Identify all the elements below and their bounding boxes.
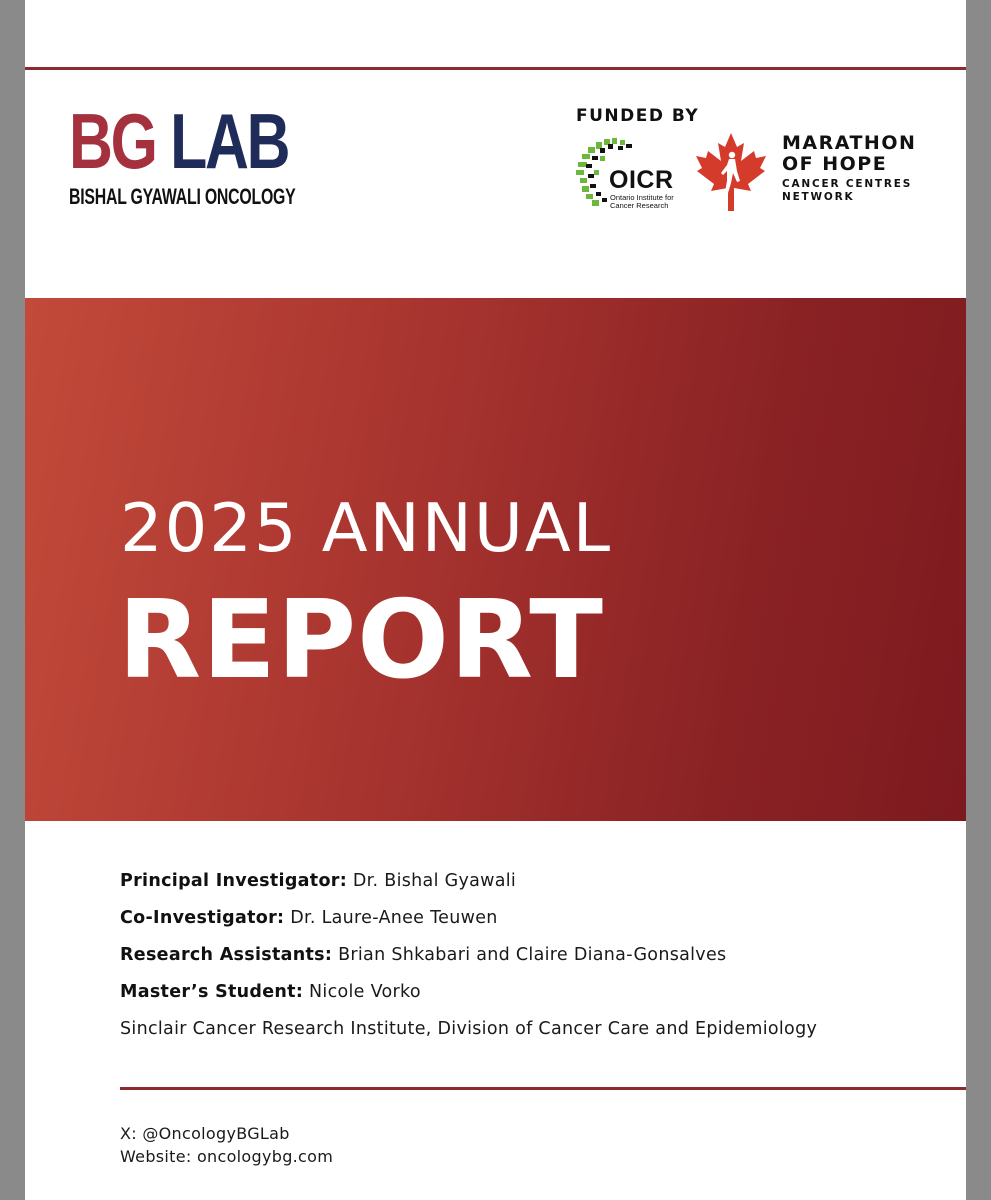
website-text: Website: oncologybg.com [120,1147,334,1166]
credit-label: Master’s Student: [120,982,304,1002]
credit-value: Nicole Vorko [309,982,421,1002]
credit-row-co-investigator [120,905,817,942]
x-handle: X: @OncologyBGLab [120,1124,290,1143]
bottom-divider [120,1087,966,1090]
credit-value: Brian Shkabari and Claire Diana-Gonsalves [338,945,727,965]
credit-label: Research Assistants: [120,945,333,965]
moh-subtitle-line2: NETWORK [782,191,855,203]
credit-value: Dr. Bishal Gyawali [352,871,517,891]
funded-by-label: FUNDED BY [576,106,700,126]
report-title: REPORT [118,578,604,703]
oicr-subtitle: Ontario Institute for Cancer Research [610,193,674,210]
credit-label: Co-Investigator: [120,908,285,928]
bg-lab-logo [69,97,384,210]
report-year-title: 2025 ANNUAL [120,489,613,567]
logo-subtitle: BISHAL GYAWALI ONCOLOGY [69,184,296,209]
moh-subtitle [782,178,912,204]
credit-row-institute [120,1016,817,1053]
credits-list [120,868,817,1053]
title-banner [25,298,966,821]
moh-title-line2: OF HOPE [782,153,888,175]
maple-leaf-runner-icon [694,131,768,213]
moh-title-line1: MARATHON [782,132,917,154]
credit-row-pi [120,868,817,905]
contact-info [120,1122,333,1168]
logo-bg-text: BG [69,97,156,185]
credit-value: Sinclair Cancer Research Institute, Division of Cancer Care and Epidemiology [120,1019,818,1039]
moh-title [782,133,916,175]
top-divider [25,67,966,70]
report-cover-page [25,0,966,1200]
credit-row-research-assistants [120,942,817,979]
logo-lab-text: LAB [170,97,289,185]
credit-row-masters-student [120,979,817,1016]
moh-subtitle-line1: CANCER CENTRES [782,178,913,190]
logo-wordmark [69,97,314,185]
credit-label: Principal Investigator: [120,871,347,891]
credit-value: Dr. Laure-Anee Teuwen [290,908,498,928]
oicr-wordmark: OICR [609,166,674,194]
